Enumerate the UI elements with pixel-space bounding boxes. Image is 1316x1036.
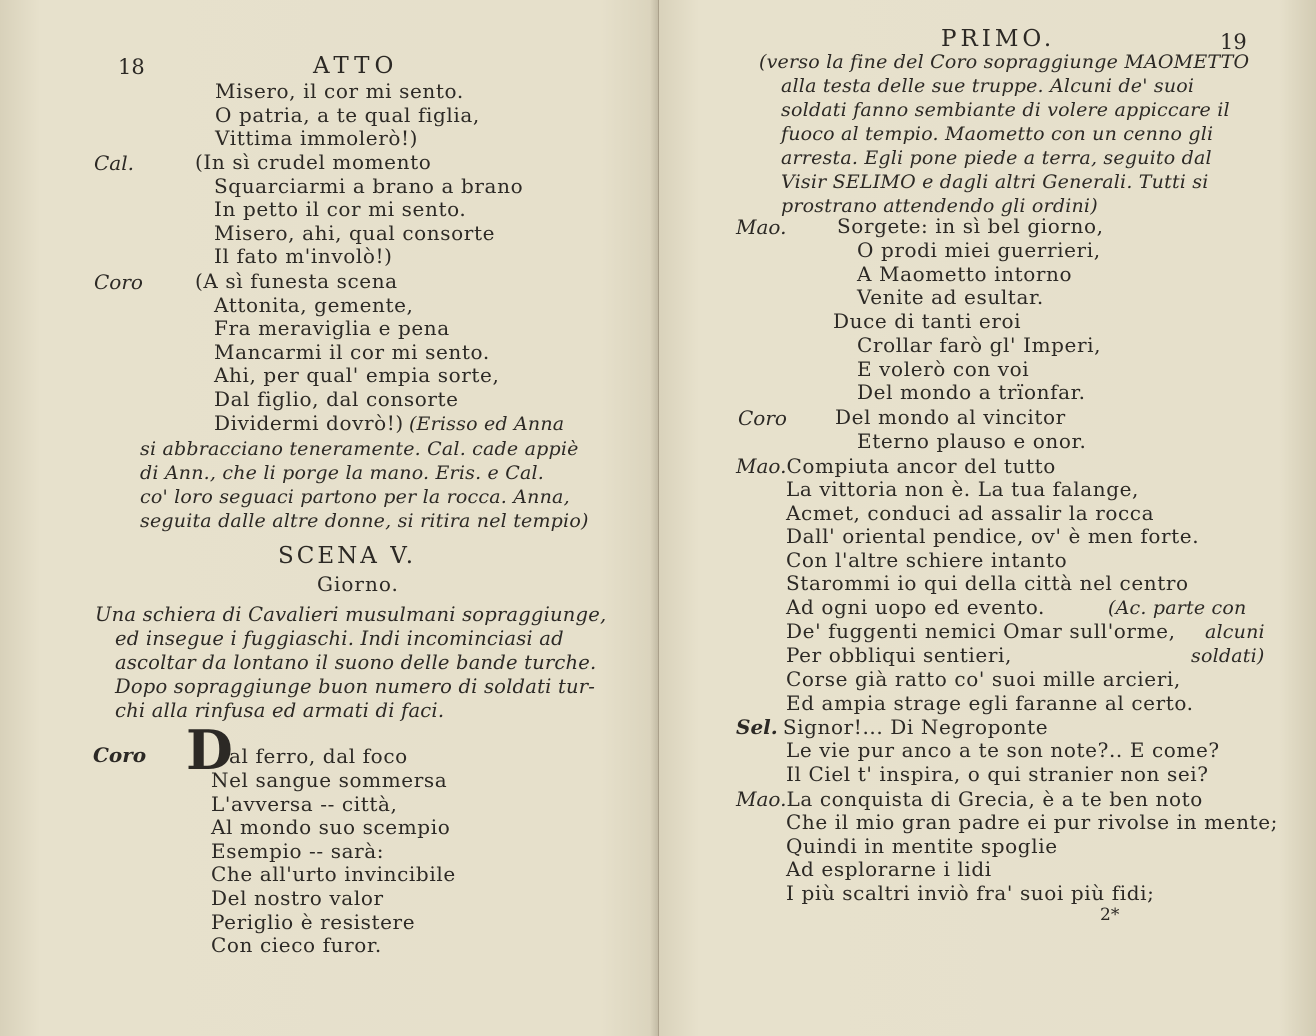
verse-line: Mancarmi il cor mi sento. bbox=[214, 339, 490, 364]
verse-line: Ed ampia strage egli faranne al certo. bbox=[786, 690, 1194, 715]
speaker-label: Mao. bbox=[736, 787, 787, 811]
verse-line: De' fuggenti nemici Omar sull'orme, bbox=[786, 619, 1176, 643]
verse-block bbox=[786, 739, 1220, 786]
stage-direction bbox=[140, 437, 589, 533]
verse-line: Esempio -- sarà: bbox=[211, 838, 385, 863]
stage-line: Una schiera di Cavalieri musulmani sopraggiunge, bbox=[95, 603, 607, 626]
stage-line: arresta. Egli pone piede a terra, seguito dal bbox=[781, 147, 1212, 169]
verse-line: La vittoria non è. La tua falange, bbox=[786, 477, 1140, 501]
stage-line: ascoltar da lontano il suono delle bande turche. bbox=[115, 651, 597, 674]
verse-block bbox=[857, 239, 1101, 310]
verse-block bbox=[857, 334, 1101, 405]
verse-line: Squarciarmi a brano a brano bbox=[214, 173, 524, 198]
verse-line: Corse già ratto co' suoi mille arcieri, bbox=[786, 667, 1181, 691]
verse-line: (A sì funesta scena bbox=[195, 269, 398, 293]
verse-block bbox=[786, 668, 1194, 715]
stage-line: Visir SELIMO e dagli altri Generali. Tutti si bbox=[781, 171, 1209, 193]
signature-mark: 2* bbox=[1100, 905, 1120, 925]
stage-line: chi alla rinfusa ed armati di faci. bbox=[115, 699, 445, 722]
verse-line: Il fato m'involò!) bbox=[214, 244, 393, 269]
verse-line: Misero, ahi, qual consorte bbox=[214, 220, 496, 245]
speaker-label: Mao. bbox=[736, 215, 787, 239]
verse-line: Dividermi dovrò!) bbox=[214, 411, 404, 435]
verse-line: Signor!... Di Negroponte bbox=[782, 715, 1049, 739]
verse-line: E volerò con voi bbox=[857, 356, 1030, 381]
verse-line: Acmet, conduci ad assalir la rocca bbox=[786, 500, 1155, 525]
verse-line: Ad esplorarne i lidi bbox=[786, 857, 992, 882]
verse-line: A Maometto intorno bbox=[857, 261, 1073, 286]
stage-direction: soldati) bbox=[1191, 645, 1265, 667]
verse-line: In petto il cor mi sento. bbox=[214, 197, 467, 222]
stage-line: Dopo sopraggiunge buon numero di soldati tur- bbox=[115, 675, 596, 698]
verse-line: Nel sangue sommersa bbox=[211, 768, 448, 792]
speaker-label: Coro bbox=[738, 406, 787, 430]
verse-block bbox=[211, 769, 456, 958]
verse-line: Del mondo al vincitor bbox=[835, 405, 1066, 429]
verse-line: Che all'urto invincibile bbox=[211, 862, 456, 887]
verse-line: Compiuta ancor del tutto bbox=[786, 454, 1056, 478]
stage-line: fuoco al tempio. Maometto con un cenno gli bbox=[781, 123, 1214, 145]
speaker-label: Sel. bbox=[736, 715, 778, 739]
running-head: ATTO bbox=[313, 53, 399, 79]
verse-line: Con l'altre schiere intanto bbox=[786, 547, 1068, 572]
verse-with-stage bbox=[214, 412, 564, 436]
drop-cap: D bbox=[186, 718, 233, 782]
verse-line: Per obbliqui sentieri, bbox=[786, 643, 1012, 667]
verse-line: Eterno plauso e onor. bbox=[857, 429, 1087, 453]
verse-line: al ferro, dal foco bbox=[229, 744, 408, 768]
verse-block bbox=[195, 270, 499, 412]
verse-block bbox=[195, 151, 523, 269]
scene-title: SCENA V. bbox=[278, 543, 417, 569]
speaker-label: Coro bbox=[93, 743, 147, 767]
verse-line: Al mondo suo scempio bbox=[211, 815, 451, 840]
verse-line: La conquista di Grecia, è a te ben noto bbox=[786, 787, 1203, 811]
verse-with-speaker bbox=[736, 787, 1203, 812]
verse-line: Attonita, gemente, bbox=[214, 292, 414, 317]
verse-block bbox=[786, 811, 1278, 905]
stage-direction: alcuni bbox=[1205, 621, 1265, 643]
verse-line: Venite ad esultar. bbox=[857, 285, 1044, 310]
verse-line: Duce di tanti eroi bbox=[833, 309, 1022, 333]
stage-direction: (Ac. parte con bbox=[1108, 597, 1247, 619]
verse-line: Periglio è resistere bbox=[211, 909, 416, 934]
stage-line: alla testa delle sue truppe. Alcuni de' suoi bbox=[781, 75, 1195, 97]
verse-line: (In sì crudel momento bbox=[195, 150, 432, 174]
verse-line: Crollar farò gl' Imperi, bbox=[857, 333, 1102, 357]
verse-with-speaker bbox=[736, 454, 1056, 479]
verse-line: Ad ogni uopo ed evento. bbox=[786, 595, 1045, 619]
right-page bbox=[659, 0, 1316, 1036]
stage-line: (verso la fine del Coro sopraggiunge MAOMETTO bbox=[759, 51, 1250, 73]
verse-line: I più scaltri inviò fra' suoi più fidi; bbox=[786, 880, 1155, 905]
verse-line: Misero, il cor mi sento. bbox=[215, 79, 464, 103]
page-number: 18 bbox=[118, 55, 145, 79]
verse-line: O prodi miei guerrieri, bbox=[857, 238, 1101, 262]
stage-direction: (Erisso ed Anna bbox=[408, 413, 565, 435]
verse-line: Quindi in mentite spoglie bbox=[786, 833, 1058, 858]
verse-line: Sorgete: in sì bel giorno, bbox=[837, 214, 1104, 238]
scene-setting: Giorno. bbox=[317, 572, 399, 596]
verse-line: L'avversa -- città, bbox=[211, 791, 398, 816]
verse-line: Che il mio gran padre ei pur rivolse in mente; bbox=[786, 810, 1278, 834]
page-number: 19 bbox=[1220, 30, 1247, 54]
running-head: PRIMO. bbox=[941, 26, 1056, 52]
stage-direction bbox=[95, 603, 606, 723]
speaker-label: Mao. bbox=[736, 454, 787, 478]
verse-line: Ahi, per qual' empia sorte, bbox=[214, 363, 500, 388]
verse-block bbox=[215, 80, 480, 151]
stage-direction bbox=[759, 50, 1249, 218]
verse-line: Il Ciel t' inspira, o qui stranier non sei? bbox=[786, 761, 1209, 786]
stage-line: seguita dalle altre donne, si ritira nel tempio) bbox=[140, 510, 589, 532]
stage-line: prostrano attendendo gli ordini) bbox=[781, 195, 1098, 217]
verse-line: Dal figlio, dal consorte bbox=[214, 386, 459, 411]
verse-block bbox=[786, 478, 1199, 596]
stage-line: co' loro seguaci partono per la rocca. Anna, bbox=[140, 486, 570, 508]
verse-line: Le vie pur anco a te son note?.. E come? bbox=[786, 738, 1220, 762]
verse-line: O patria, a te qual figlia, bbox=[215, 102, 480, 127]
stage-line: soldati fanno sembiante di volere appiccare il bbox=[781, 99, 1230, 121]
stage-line: ed insegue i fuggiaschi. Indi incominciasi ad bbox=[115, 627, 564, 650]
stage-line: si abbracciano teneramente. Cal. cade appiè bbox=[140, 438, 579, 460]
verse-line: Del nostro valor bbox=[211, 885, 384, 910]
verse-line: Dall' oriental pendice, ov' è men forte. bbox=[786, 524, 1200, 549]
speaker-label: Cal. bbox=[94, 151, 134, 175]
verse-line: Vittima immolerò!) bbox=[215, 126, 419, 151]
verse-line: Fra meraviglia e pena bbox=[214, 316, 450, 341]
verse-line: Con cieco furor. bbox=[211, 933, 382, 958]
verse-line: Del mondo a trïonfar. bbox=[857, 380, 1086, 405]
speaker-label: Coro bbox=[94, 270, 143, 294]
verse-line: Starommi io qui della città nel centro bbox=[786, 571, 1189, 596]
stage-line: di Ann., che li porge la mano. Eris. e Cal. bbox=[140, 462, 545, 484]
verse-with-speaker bbox=[736, 715, 1048, 740]
